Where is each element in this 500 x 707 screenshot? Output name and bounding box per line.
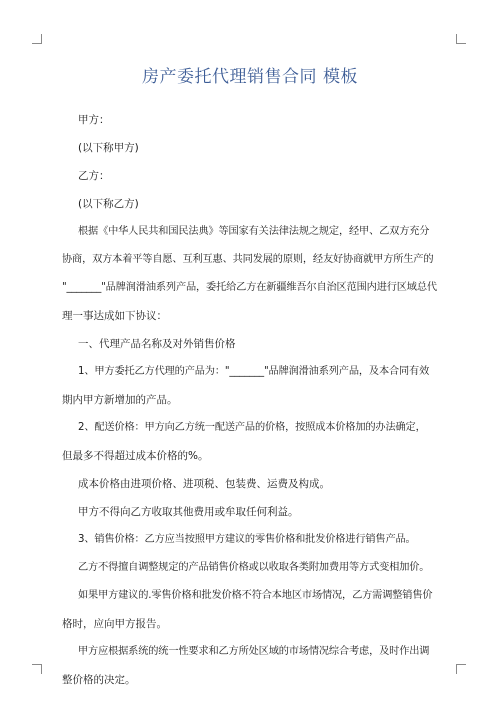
document-body bbox=[62, 106, 444, 694]
party-a-note: (以下称甲方) bbox=[78, 142, 139, 154]
clause-1-line-2: 期内甲方新增加的产品。 bbox=[62, 394, 178, 406]
cost-price-note: 成本价格由进项价格、进项税、包装费、运费及构成。 bbox=[78, 478, 330, 490]
price-report-line-1: 如果甲方建议的.零售价格和批发价格不符合本地区市场情况，乙方需调整销售价 bbox=[78, 590, 433, 601]
price-report-line-2: 格时，应向甲方报告。 bbox=[62, 618, 167, 630]
corner-mark-bottom-right bbox=[456, 664, 466, 674]
section-heading-1: 一、代理产品名称及对外销售价格 bbox=[78, 338, 236, 350]
corner-mark-bottom-left bbox=[32, 664, 42, 674]
preamble-line-3: "_______"品牌润滑油系列产品，委托给乙方在新疆维吾尔自治区范围内进行区域总代 bbox=[62, 282, 437, 293]
party-b-note: (以下称乙方) bbox=[78, 198, 139, 210]
no-extra-fees-note: 甲方不得向乙方收取其他费用或牟取任何利益。 bbox=[78, 506, 299, 518]
corner-mark-top-right bbox=[456, 34, 466, 44]
clause-2-line-2: 但最多不得超过成本价格的%。 bbox=[62, 450, 209, 462]
preamble-line-4: 理一事达成如下协议： bbox=[62, 310, 167, 322]
corner-mark-top-left bbox=[32, 34, 42, 44]
party-b-label: 乙方： bbox=[78, 170, 110, 182]
price-decision-line-1: 甲方应根据系统的统一性要求和乙方所处区域的市场情况综合考虑，及时作出调 bbox=[78, 646, 430, 657]
clause-1-line-1: 1、甲方委托乙方代理的产品为："_______"品牌润滑油系列产品，及本合同有效 bbox=[78, 366, 430, 377]
price-adjust-rule: 乙方不得擅自调整规定的产品销售价格或以收取各类附加费用等方式变相加价。 bbox=[78, 562, 430, 573]
party-a-label: 甲方： bbox=[78, 114, 110, 126]
document-title: 房产委托代理销售合同 模板 bbox=[142, 67, 358, 87]
preamble-line-2: 协商，双方本着平等自愿、互利互惠、共同发展的原则，经友好协商就甲方所生产的 bbox=[62, 254, 434, 265]
clause-2-line-1: 2、配送价格：甲方向乙方统一配送产品的价格，按照成本价格加的办法确定， bbox=[78, 422, 426, 433]
preamble-line-1: 根据《中华人民共和国民法典》等国家有关法律法规之规定，经甲、乙双方充分 bbox=[78, 226, 430, 237]
price-decision-line-2: 整价格的决定。 bbox=[62, 674, 136, 686]
clause-3-line-1: 3、销售价格：乙方应当按照甲方建议的零售价格和批发价格进行销售产品。 bbox=[78, 534, 416, 545]
